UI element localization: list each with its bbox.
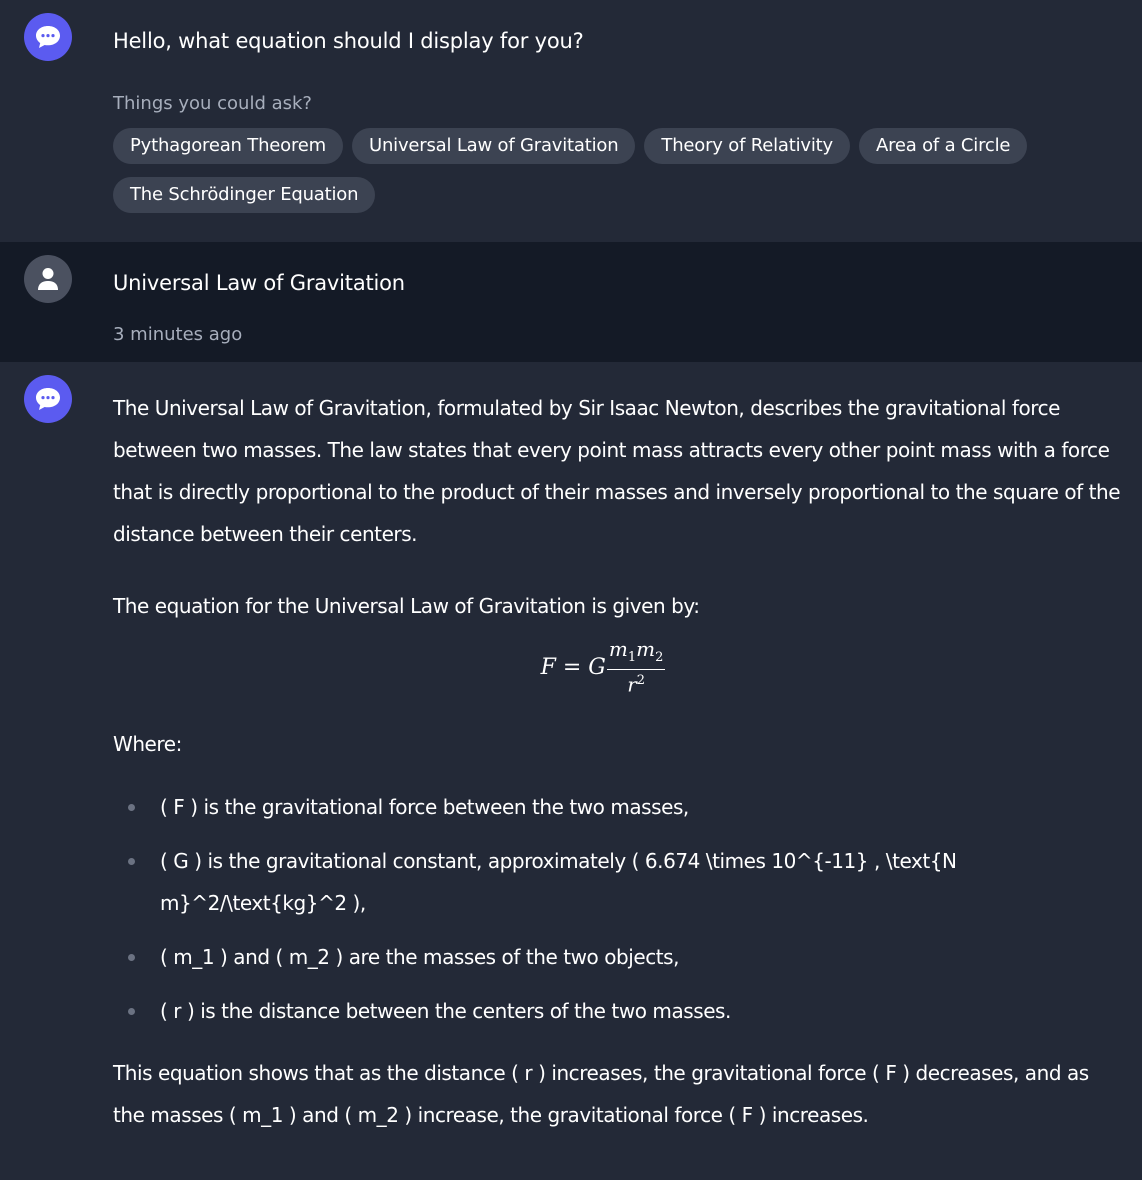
equation-intro: The equation for the Universal Law of Gravitation is given by:	[113, 594, 700, 618]
bot-message-response	[0, 362, 1142, 1180]
response-intro: The Universal Law of Gravitation, formulated by Sir Isaac Newton, describes the gravitational force between two masses. The law states that every point mass attracts every other point mass with a force that is directly proportional to the product of their masses and inversely proportional to the square of the distance between their centers.	[113, 396, 1121, 546]
chip-area-of-a-circle[interactable]: Area of a Circle	[859, 128, 1027, 164]
message-timestamp: 3 minutes ago	[113, 324, 243, 345]
equation-denominator: $r^2$	[627, 672, 646, 697]
list-item: ( F ) is the gravitational force between the two masses,	[160, 786, 1040, 828]
bot-avatar	[24, 13, 72, 61]
chip-universal-law-of-gravitation[interactable]: Universal Law of Gravitation	[352, 128, 635, 164]
suggestions-label: Things you could ask?	[113, 93, 312, 114]
where-label: Where:	[113, 732, 182, 756]
chip-schrodinger-equation[interactable]: The Schrödinger Equation	[113, 177, 375, 213]
bot-avatar	[24, 375, 72, 423]
bot-message-greeting	[0, 0, 1142, 242]
user-avatar	[24, 255, 72, 303]
person-icon	[33, 264, 63, 294]
list-item: ( m_1 ) and ( m_2 ) are the masses of the two objects,	[160, 936, 1040, 978]
user-message	[0, 242, 1142, 362]
equation-numerator: $m_1m_2$	[607, 639, 666, 670]
suggestion-chips	[113, 128, 1103, 213]
chip-theory-of-relativity[interactable]: Theory of Relativity	[644, 128, 850, 164]
variable-list	[113, 786, 1123, 1032]
list-item: ( G ) is the gravitational constant, approximately ( 6.674 \times 10^{-11} , \text{N m}^2/\text{kg}^2 ),	[160, 840, 1040, 924]
list-item: ( r ) is the distance between the centers of the two masses.	[160, 990, 1040, 1032]
chip-pythagorean-theorem[interactable]: Pythagorean Theorem	[113, 128, 343, 164]
chat-bubble-icon	[33, 22, 63, 52]
gravitation-equation	[83, 627, 1123, 707]
greeting-text: Hello, what equation should I display for you?	[113, 29, 584, 53]
chat-bubble-icon	[33, 384, 63, 414]
equation-fraction	[607, 636, 666, 697]
response-closing: This equation shows that as the distance ( r ) increases, the gravitational force ( F ) decreases, and as the masses ( m_1 ) and ( m_2 ) increase, the gravitational force ( F ) increases.	[113, 1061, 1089, 1127]
user-message-text: Universal Law of Gravitation	[113, 271, 405, 295]
equation-lhs: F = G	[540, 654, 606, 680]
